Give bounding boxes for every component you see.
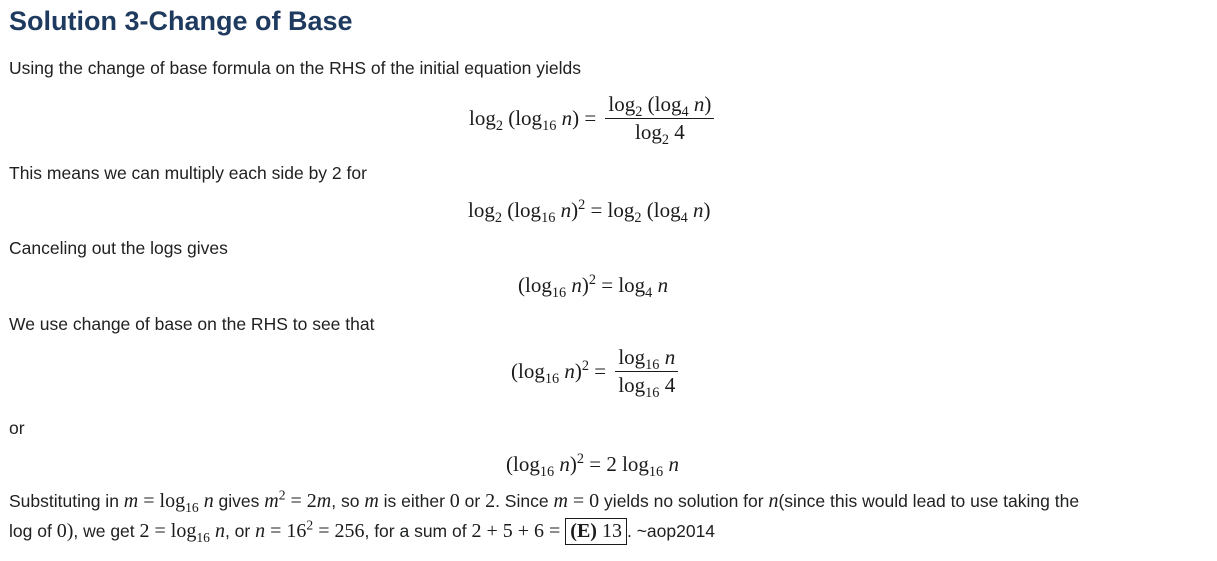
paragraph-multiply: This means we can multiply each side by 2 for [9, 163, 367, 183]
equation-2: $\log_2 (\log_{16}$ $n)^2 = \log_2 (\log_4$ n) [468, 197, 711, 226]
paragraph-change-of-base: Using the change of base formula on the RHS of the initial equation yields [9, 58, 582, 78]
paragraph-substitution-line-1: Substituting in $m = \log_{16} n$ gives $m^2 = 2m$, so m is either 0 or 2. Since m = 0 yields no solution for n(since this would lead to use taking the [9, 487, 1080, 515]
section-heading: Solution 3-Change of Base [9, 6, 353, 36]
equation-3: ($\log_{16}$ $n)^2 = \log_4 n$ [518, 272, 669, 301]
equation-1: $\log_2 (\log_{16}$ n) = $\frac{\log_2 (\log_4 n)}{\log_2 4}$ [469, 92, 718, 145]
boxed-answer: (E) 13 [565, 518, 627, 545]
equation-4: ($\log_{16}$ n)$^2$ = $\frac{\log_{16} n}{\log_{16} 4}$ [511, 345, 682, 398]
paragraph-rhs: We use change of base on the RHS to see that [9, 314, 375, 334]
paragraph-canceling: Canceling out the logs gives [9, 238, 228, 258]
equation-5: ($\log_{16}$ n)$^2$ = 2 $\log_{16} n$ [506, 451, 679, 480]
paragraph-substitution-line-2: log of 0), we get $2 = \log_{16} n$, or $n = 16^2 = 256$, for a sum of 2 + 5 + 6 = (E) 13 . ~aop2014 [9, 517, 716, 545]
paragraph-or: or [9, 418, 25, 438]
